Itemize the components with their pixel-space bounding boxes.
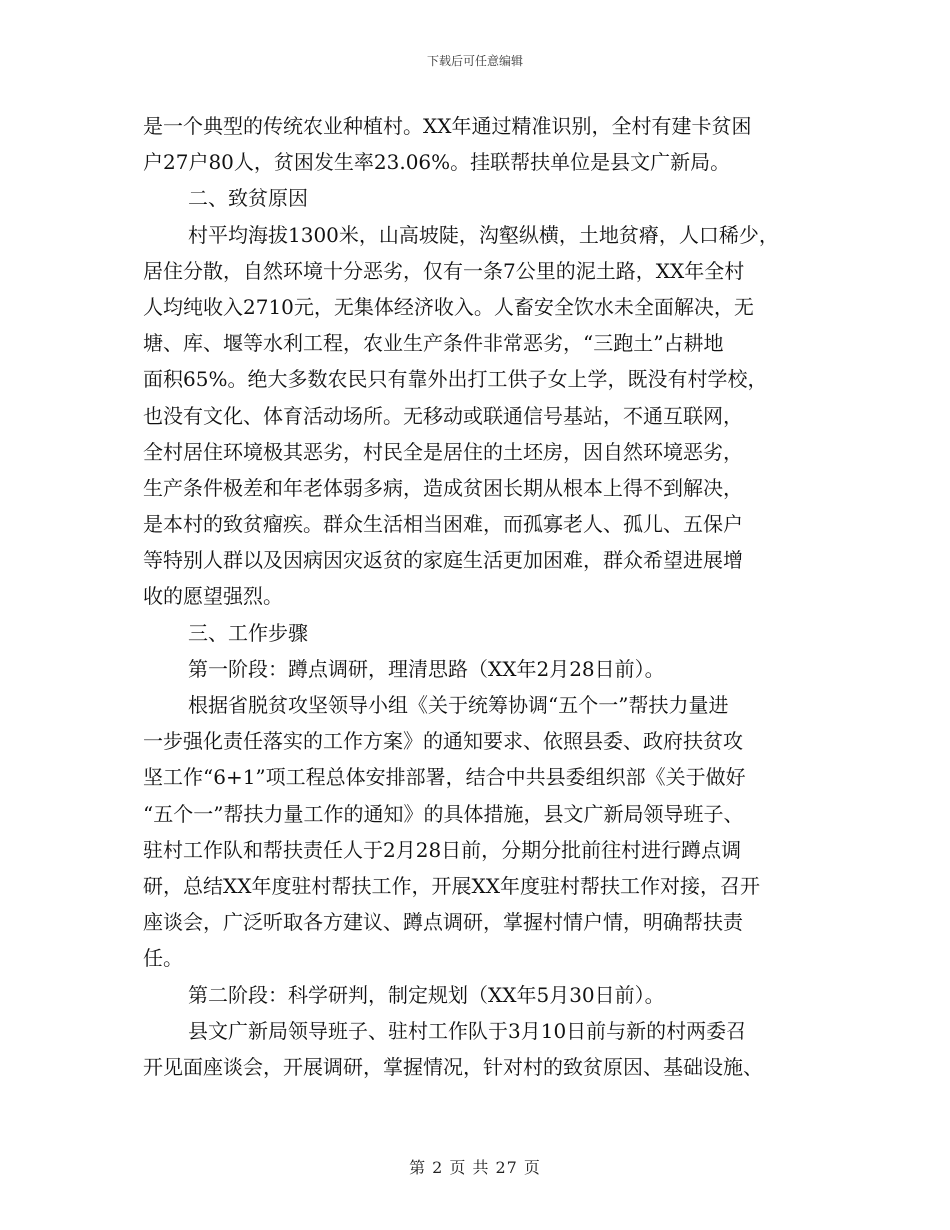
- section-heading: 三、工作步骤: [188, 620, 308, 645]
- footer-prefix: 第: [409, 1158, 427, 1177]
- footer-mid: 页 共: [449, 1158, 490, 1177]
- text-line: 面积65%。绝大多数农民只有靠外出打工供子女上学，既没有村学校，: [143, 367, 768, 392]
- text-line: 塘、库、堰等水利工程，农业生产条件非常恶劣，“三跑土”占耕地: [143, 331, 724, 356]
- text-line: 居住分散，自然环境十分恶劣，仅有一条7公里的泥土路，XX年全村: [143, 258, 745, 283]
- text-line: 开见面座谈会，开展调研，掌握情况，针对村的致贫原因、基础设施、: [143, 1054, 763, 1079]
- stage-heading: 第一阶段：蹲点调研，理清思路（XX年2月28日前）。: [188, 656, 665, 681]
- page-footer: [0, 1155, 950, 1178]
- text-line: 收的愿望强烈。: [143, 584, 283, 609]
- text-line: 户27户80人，贫困发生率23.06%。挂联帮扶单位是县文广新局。: [143, 150, 731, 175]
- text-line: 根据省脱贫攻坚领导小组《关于统筹协调“五个一”帮扶力量进: [188, 693, 729, 717]
- page-header: 下载后可任意编辑: [426, 54, 523, 68]
- text-line: 是一个典型的传统农业种植村。XX年通过精准识别，全村有建卡贫困: [143, 114, 752, 138]
- text-line: 一步强化责任落实的工作方案》的通知要求、依照县委、政府扶贫攻: [143, 729, 743, 754]
- page-number: 2: [432, 1158, 444, 1177]
- text-line: 是本村的致贫瘤疾。群众生活相当困难，而孤寡老人、孤儿、五保户: [143, 512, 743, 537]
- text-line: 生产条件极差和年老体弱多病，造成贫困长期从根本上得不到解决，: [143, 475, 743, 500]
- text-line: 任。: [143, 946, 183, 971]
- document-body: [143, 108, 823, 1085]
- text-line: 也没有文化、体育活动场所。无移动或联通信号基站，不通互联网，: [143, 403, 743, 428]
- section-heading: 二、致贫原因: [188, 186, 308, 211]
- text-line: 村平均海拔1300米，山高坡陡，沟壑纵横，土地贫瘠，人口稀少，: [188, 222, 779, 247]
- text-line: 人均纯收入2710元，无集体经济收入。人畜安全饮水未全面解决，无: [143, 294, 754, 319]
- text-line: 研，总结XX年度驻村帮扶工作，开展XX年度驻村帮扶工作对接，召开: [143, 873, 760, 898]
- text-line: 县文广新局领导班子、驻村工作队于3月10日前与新的村两委召: [188, 1018, 747, 1043]
- text-line: 驻村工作队和帮扶责任人于2月28日前，分期分批前往村进行蹲点调: [143, 837, 742, 862]
- text-line: 等特别人群以及因病因灾返贫的家庭生活更加困难，群众希望进展增: [143, 548, 743, 573]
- text-line: 全村居住环境极其恶劣，村民全是居住的土坯房，因自然环境恶劣，: [143, 439, 743, 464]
- text-line: 座谈会，广泛听取各方建议、蹲点调研，掌握村情户情，明确帮扶责: [143, 910, 743, 935]
- text-line: 坚工作“6+1”项工程总体安排部署，结合中共县委组织部《关于做好: [143, 765, 746, 790]
- stage-heading: 第二阶段：科学研判，制定规划（XX年5月30日前）。: [188, 982, 665, 1007]
- footer-suffix: 页: [523, 1158, 541, 1177]
- total-pages: 27: [495, 1158, 518, 1177]
- text-line: “五个一”帮扶力量工作的通知》的具体措施，县文广新局领导班子、: [143, 801, 744, 826]
